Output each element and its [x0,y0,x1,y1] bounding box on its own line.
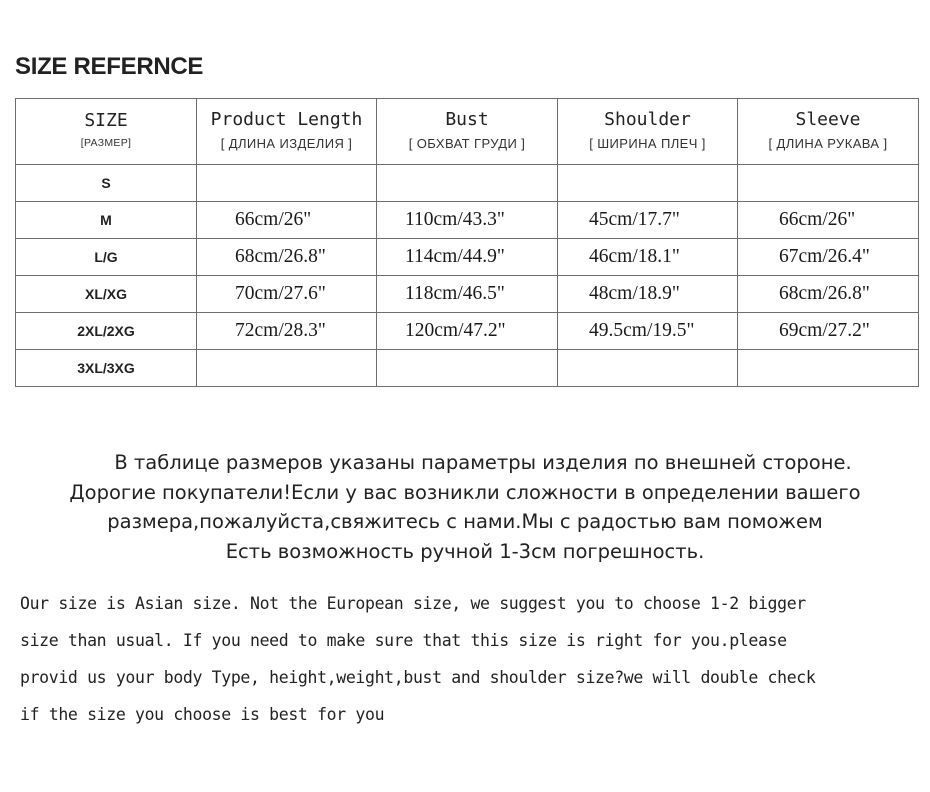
length-cell [197,276,377,313]
sleeve-value: 68cm/26.8" [779,283,870,304]
size-cell: M [16,202,197,239]
sleeve-cell [738,165,919,202]
english-note [20,585,920,733]
sleeve-cell [738,202,919,239]
russian-note-line: размера,пожалуйста,свяжитесь с нами.Мы с радостью вам поможем [107,510,823,533]
bust-cell [377,165,558,202]
header-label: Bust [445,108,489,130]
shoulder-cell [558,313,738,350]
header-sublabel: [ ШИРИНА ПЛЕЧ ] [589,135,706,151]
russian-note-line: В таблице размеров указаны параметры изделия по внешней стороне. [114,451,852,474]
size-cell: L/G [16,239,197,276]
header-sublabel: [РАЗМЕР] [80,137,132,149]
bust-cell [377,313,558,350]
header-bust [377,99,558,165]
shoulder-value: 48cm/18.9" [589,283,680,304]
bust-value: 118cm/46.5" [405,283,505,304]
length-cell [197,313,377,350]
english-note-line: size than usual. If you need to make sure that this size is right for you.please [20,631,787,650]
russian-note [0,448,930,566]
english-note-line: Our size is Asian size. Not the European size, we suggest you to choose 1-2 bigger [20,594,806,613]
shoulder-cell [558,239,738,276]
size-cell: S [16,165,197,202]
length-value: 72cm/28.3" [235,320,326,341]
russian-note-line: Есть возможность ручной 1-3см погрешность. [225,539,705,563]
shoulder-cell [558,276,738,313]
table-row [16,165,919,202]
table-row [16,202,919,239]
sleeve-value: 69cm/27.2" [779,320,870,341]
table-row [16,276,919,313]
shoulder-cell [558,202,738,239]
shoulder-value: 45cm/17.7" [589,209,680,230]
shoulder-value: 49.5cm/19.5" [589,320,695,341]
shoulder-value: 46cm/18.1" [589,246,680,267]
sleeve-cell [738,239,919,276]
shoulder-cell [558,350,738,387]
bust-value: 114cm/44.9" [405,246,505,267]
header-size [16,99,197,165]
size-cell: 3XL/3XG [16,350,197,387]
sleeve-cell [738,350,919,387]
length-cell [197,165,377,202]
page-title: SIZE REFERNCE [15,53,204,80]
sleeve-value: 67cm/26.4" [779,246,870,267]
header-sublabel: [ ДЛИНА РУКАВА ] [768,135,888,151]
sleeve-cell [738,276,919,313]
table-header-row [16,99,919,165]
header-label: Product Length [210,108,363,130]
header-label: Sleeve [795,108,861,130]
sleeve-cell [738,313,919,350]
table-row [16,313,919,350]
length-value: 66cm/26" [235,209,312,230]
length-cell [197,239,377,276]
bust-cell [377,350,558,387]
sleeve-value: 66cm/26" [779,209,856,230]
bust-cell [377,276,558,313]
english-note-line: provid us your body Type, height,weight,bust and shoulder size?we will double check [20,668,816,687]
size-chart-table [15,98,919,387]
shoulder-cell [558,165,738,202]
size-cell: 2XL/2XG [16,313,197,350]
header-sleeve [738,99,919,165]
header-sublabel: [ ОБХВАТ ГРУДИ ] [408,135,526,151]
table-row [16,350,919,387]
english-note-line: if the size you choose is best for you [20,705,385,724]
header-sublabel: [ ДЛИНА ИЗДЕЛИЯ ] [220,135,353,151]
length-cell [197,350,377,387]
size-cell: XL/XG [16,276,197,313]
bust-cell [377,202,558,239]
table-row [16,239,919,276]
russian-note-line: Дорогие покупатели!Если у вас возникли сложности в определении вашего [69,480,861,504]
header-label: Shoulder [604,108,691,130]
length-value: 70cm/27.6" [235,283,326,304]
bust-value: 120cm/47.2" [405,320,506,341]
header-product-length [197,99,377,165]
length-cell [197,202,377,239]
header-shoulder [558,99,738,165]
length-value: 68cm/26.8" [235,246,326,267]
bust-value: 110cm/43.3" [405,209,505,230]
header-label: SIZE [84,110,128,131]
bust-cell [377,239,558,276]
